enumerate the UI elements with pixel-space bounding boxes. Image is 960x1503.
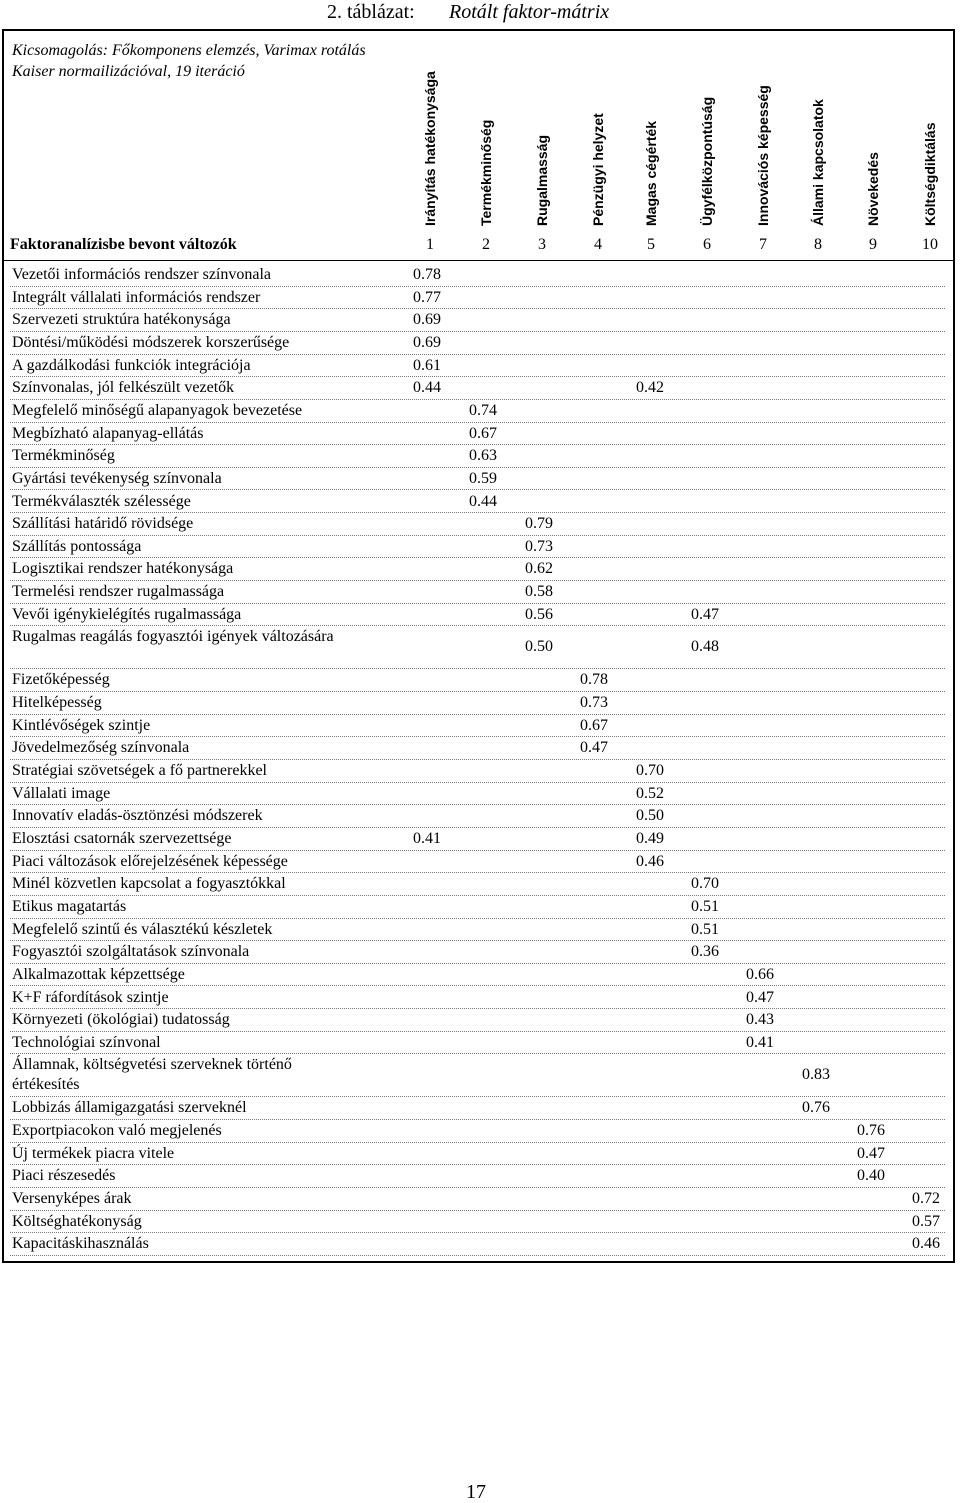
row-label: Versenyképes árak <box>12 1190 132 1208</box>
row-label: Kintlévőségek szintje <box>12 716 151 734</box>
loading-value: 0.49 <box>636 829 664 847</box>
table-row <box>10 355 950 378</box>
loading-value: 0.48 <box>691 638 719 656</box>
table-row <box>10 491 950 514</box>
table-row <box>10 400 950 423</box>
loading-value: 0.78 <box>580 671 608 689</box>
loading-value: 0.47 <box>746 988 774 1006</box>
loading-value: 0.44 <box>469 492 497 510</box>
table-row <box>10 805 950 828</box>
loading-value: 0.51 <box>691 897 719 915</box>
row-label: Szállítás pontossága <box>12 537 142 555</box>
row-label: Technológiai színvonal <box>12 1033 161 1051</box>
loading-value: 0.83 <box>802 1066 830 1084</box>
row-label: Termékválaszték szélessége <box>12 492 191 510</box>
factor-number: 5 <box>647 236 655 253</box>
row-label: Termelési rendszer rugalmassága <box>12 583 225 601</box>
table-row <box>10 737 950 760</box>
row-label: Megfelelő minőségű alapanyagok bevezetése <box>12 401 303 419</box>
row-label: Színvonalas, jól felkészült vezetők <box>12 379 235 397</box>
loading-value: 0.61 <box>413 356 441 374</box>
row-label: Megbízható alapanyag-ellátás <box>12 424 204 442</box>
loading-value: 0.41 <box>413 829 441 847</box>
loading-value: 0.47 <box>691 605 719 623</box>
loading-value: 0.66 <box>746 965 774 983</box>
factor-header-label: Állami kapcsolatok <box>810 99 826 226</box>
loading-value: 0.47 <box>580 739 608 757</box>
loading-value: 0.73 <box>525 537 553 555</box>
row-label: Gyártási tevékenység színvonala <box>12 469 222 487</box>
table-row <box>10 828 950 851</box>
row-label: Megfelelő szintű és választékú készletek <box>12 920 273 938</box>
table-row <box>10 1032 950 1055</box>
table-row <box>10 1143 950 1166</box>
table-row <box>10 264 950 287</box>
loading-value: 0.78 <box>413 266 441 283</box>
table-row <box>10 964 950 987</box>
factor-number: 10 <box>922 236 938 253</box>
table-row <box>10 309 950 332</box>
row-label: Fizetőképesség <box>12 671 110 689</box>
table-row <box>10 332 950 355</box>
table-row <box>10 1097 950 1120</box>
row-label: Piaci változások előrejelzésének képessége <box>12 852 288 870</box>
factor-number: 7 <box>759 236 767 253</box>
table-row <box>10 1233 950 1256</box>
factor-header-2 <box>472 34 500 230</box>
row-label: Hitelképesség <box>12 694 102 712</box>
table-row <box>10 604 950 627</box>
table-row <box>10 468 950 491</box>
row-label: Piaci részesedés <box>12 1167 116 1185</box>
loading-value: 0.42 <box>636 379 664 397</box>
factor-header-7 <box>749 34 777 230</box>
loading-value: 0.36 <box>691 943 719 961</box>
table-row <box>10 987 950 1010</box>
row-label: Termékminőség <box>12 447 115 465</box>
loading-value: 0.43 <box>746 1011 774 1029</box>
row-label: Logisztikai rendszer hatékonysága <box>12 560 234 578</box>
table-row <box>10 1188 950 1211</box>
loading-value: 0.70 <box>691 875 719 893</box>
loading-value: 0.67 <box>580 716 608 734</box>
factor-header-1 <box>416 34 444 230</box>
row-label: Minél közvetlen kapcsolat a fogyasztókkal <box>12 875 286 893</box>
factor-header-8 <box>804 34 832 230</box>
row-label: Szállítási határidő rövidsége <box>12 515 194 533</box>
row-label: Kapacitáskihasználás <box>12 1235 149 1253</box>
row-divider <box>10 1255 945 1256</box>
loading-value: 0.73 <box>580 694 608 712</box>
table-row <box>10 1120 950 1143</box>
header-row-label: Faktoranalízisbe bevont változók <box>10 236 237 253</box>
factor-number: 9 <box>869 236 877 253</box>
factor-header-9 <box>859 34 887 230</box>
loading-value: 0.72 <box>912 1190 940 1208</box>
table-row <box>10 287 950 310</box>
loading-value: 0.69 <box>413 311 441 329</box>
factor-header-label: Magas cégérték <box>643 120 659 226</box>
row-label: K+F ráfordítások szintje <box>12 988 169 1006</box>
row-label: Döntési/működési módszerek korszerűsége <box>12 333 290 351</box>
table-caption: Kicsomagolás: Főkomponens elemzés, Varimax rotálás Kaiser normailizációval, 19 iteráció <box>12 42 366 80</box>
factor-header-3 <box>528 34 556 230</box>
table-row <box>10 669 950 692</box>
row-label: Vezetői információs rendszer színvonala <box>12 266 272 283</box>
factor-header-label: Ügyfélközpontúság <box>699 96 715 226</box>
row-label: Alkalmazottak képzettsége <box>12 965 185 983</box>
row-label: A gazdálkodási funkciók integrációja <box>12 356 251 374</box>
row-label: Stratégiai szövetségek a fő partnerekkel <box>12 762 267 779</box>
factor-header-label: Irányítás hatékonysága <box>422 71 438 226</box>
table-row <box>10 919 950 942</box>
loading-value: 0.76 <box>857 1122 885 1140</box>
factor-number: 2 <box>482 236 490 253</box>
table-number: 2. táblázat: <box>327 1 415 23</box>
header-row <box>10 234 945 256</box>
table-row <box>10 873 950 896</box>
table-row <box>10 581 950 604</box>
loading-value: 0.47 <box>857 1144 885 1162</box>
row-label: Vevői igénykielégítés rugalmassága <box>12 605 242 623</box>
row-label: Integrált vállalati információs rendszer <box>12 288 261 306</box>
loading-value: 0.41 <box>746 1033 774 1051</box>
table-row <box>10 851 950 874</box>
header-divider <box>2 260 955 261</box>
factor-number: 8 <box>814 236 822 253</box>
factor-header-6 <box>693 34 721 230</box>
row-label: Vállalati image <box>12 784 111 802</box>
table-row <box>10 1211 950 1234</box>
factor-number: 6 <box>703 236 711 253</box>
row-label: Új termékek piacra vitele <box>12 1144 175 1162</box>
row-label: Etikus magatartás <box>12 897 127 915</box>
table-row <box>10 760 950 783</box>
factor-number: 3 <box>538 236 546 253</box>
factor-header-10 <box>916 34 944 230</box>
loading-value: 0.59 <box>469 469 497 487</box>
loading-value: 0.63 <box>469 447 497 465</box>
table-row <box>10 558 950 581</box>
table-row <box>10 377 950 400</box>
loading-value: 0.76 <box>802 1099 830 1117</box>
table-row <box>10 513 950 536</box>
table-row <box>10 1009 950 1032</box>
loading-value: 0.69 <box>413 333 441 351</box>
loading-value: 0.62 <box>525 560 553 578</box>
row-label: Elosztási csatornák szervezettsége <box>12 829 232 847</box>
loading-value: 0.56 <box>525 605 553 623</box>
table-row <box>10 692 950 715</box>
table-row <box>10 626 950 669</box>
table-row <box>10 423 950 446</box>
row-label: Fogyasztói szolgáltatások színvonala <box>12 943 250 961</box>
loading-value: 0.67 <box>469 424 497 442</box>
table-row <box>10 1054 950 1097</box>
factor-header-5 <box>637 34 665 230</box>
loading-value: 0.40 <box>857 1167 885 1185</box>
factor-number: 4 <box>594 236 602 253</box>
factor-header-label: Költségdiktálás <box>922 122 938 226</box>
row-label: Exportpiacokon való megjelenés <box>12 1122 222 1140</box>
factor-header-4 <box>584 34 612 230</box>
row-label: Államnak, költségvetési szerveknek történő értékesítés <box>12 1056 292 1094</box>
table-row <box>10 715 950 738</box>
loading-value: 0.74 <box>469 401 497 419</box>
row-label: Költséghatékonyság <box>12 1212 142 1230</box>
row-label: Környezeti (ökológiai) tudatosság <box>12 1011 230 1029</box>
factor-header-label: Növekedés <box>865 152 881 226</box>
loading-value: 0.46 <box>636 852 664 870</box>
factor-header-label: Termékminőség <box>478 119 494 226</box>
table-row <box>10 896 950 919</box>
factor-header-label: Innovációs képesség <box>755 85 771 226</box>
loading-value: 0.46 <box>912 1235 940 1253</box>
loading-value: 0.70 <box>636 762 664 779</box>
factor-header-label: Rugalmasság <box>534 134 550 226</box>
loading-value: 0.44 <box>413 379 441 397</box>
row-label: Lobbizás államigazgatási szerveknél <box>12 1099 247 1117</box>
loading-value: 0.57 <box>912 1212 940 1230</box>
loading-value: 0.52 <box>636 784 664 802</box>
table-row <box>10 783 950 806</box>
row-label: Rugalmas reagálás fogyasztói igények változására <box>12 628 334 646</box>
table-name: Rotált faktor-mátrix <box>449 1 610 23</box>
row-label: Innovatív eladás-ösztönzési módszerek <box>12 807 263 825</box>
row-label: Szervezeti struktúra hatékonysága <box>12 311 231 329</box>
factor-header-label: Pénzügyi helyzet <box>590 113 606 226</box>
loading-value: 0.51 <box>691 920 719 938</box>
loading-value: 0.58 <box>525 583 553 601</box>
factor-number: 1 <box>426 236 434 253</box>
table-row <box>10 536 950 559</box>
table-row <box>10 445 950 468</box>
loading-value: 0.77 <box>413 288 441 306</box>
table-row <box>10 1165 950 1188</box>
loading-value: 0.50 <box>525 638 553 656</box>
table-row <box>10 941 950 964</box>
loading-value: 0.50 <box>636 807 664 825</box>
row-label: Jövedelmezőség színvonala <box>12 739 190 757</box>
loading-value: 0.79 <box>525 515 553 533</box>
